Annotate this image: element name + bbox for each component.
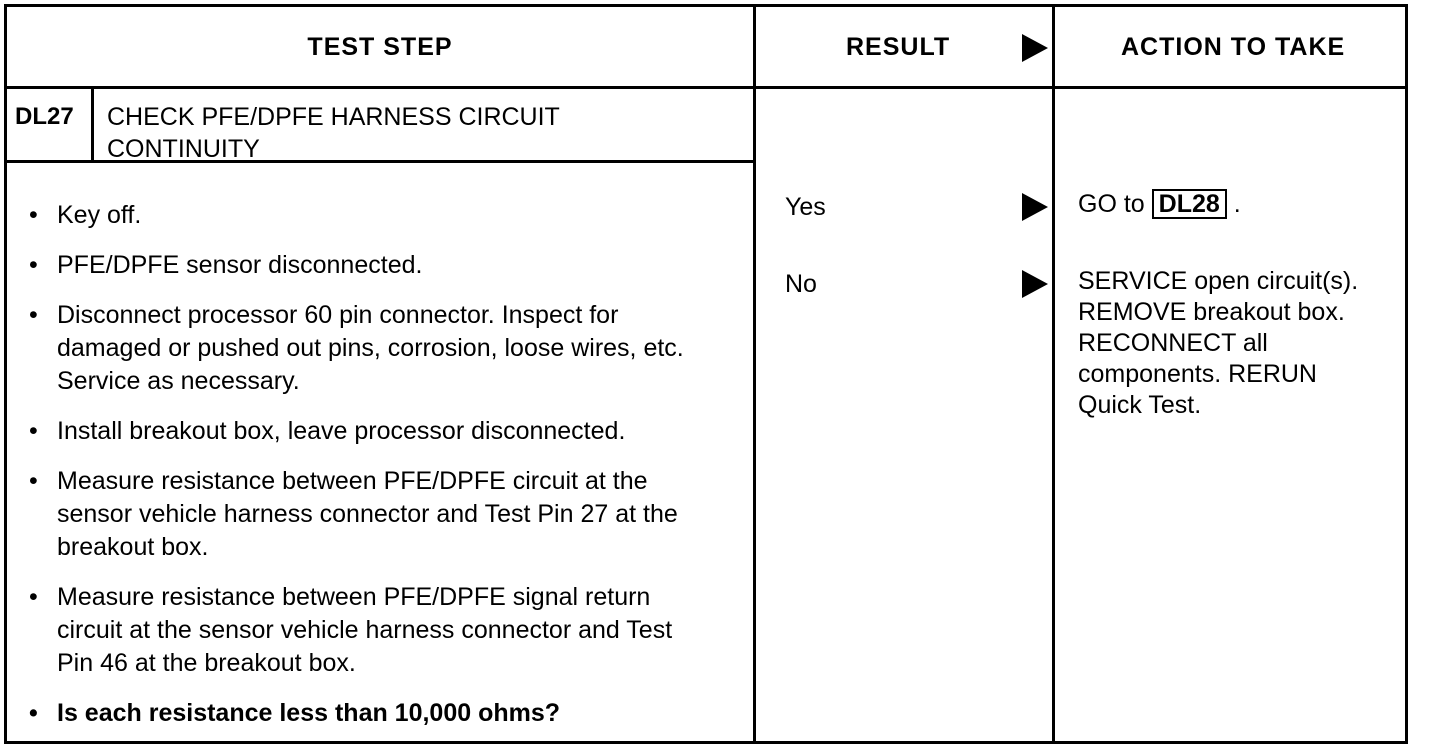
yes-arrow-icon xyxy=(1022,193,1048,221)
list-item: • Disconnect processor 60 pin connector. Inspect for damaged or pushed out pins, corrosion, loose wires, etc. Service as necessary. xyxy=(27,299,717,398)
step-id: DL27 xyxy=(15,103,74,130)
step-ref-badge: DL28 xyxy=(1152,189,1227,219)
header-action: ACTION TO TAKE xyxy=(1121,32,1346,61)
column-divider-2 xyxy=(1052,7,1055,741)
diagnostic-table xyxy=(4,4,1408,744)
step-id-divider xyxy=(91,89,94,163)
list-item: • Key off. xyxy=(27,199,747,232)
header-arrow-icon xyxy=(1022,34,1048,62)
result-yes: Yes xyxy=(785,193,826,221)
header-test-step: TEST STEP xyxy=(307,32,453,61)
step-title: CHECK PFE/DPFE HARNESS CIRCUIT CONTINUITY xyxy=(107,103,560,163)
column-divider-1 xyxy=(753,7,756,741)
test-step-list xyxy=(27,199,747,747)
list-item: • Measure resistance between PFE/DPFE signal return circuit at the sensor vehicle harness connector and Test Pin 46 at the breakout box. xyxy=(27,581,707,680)
list-item: • PFE/DPFE sensor disconnected. xyxy=(27,249,747,282)
list-item: • Install breakout box, leave processor disconnected. xyxy=(27,415,747,448)
question-item: • Is each resistance less than 10,000 ohms? xyxy=(27,697,747,730)
header-result: RESULT xyxy=(846,32,951,61)
no-arrow-icon xyxy=(1022,270,1048,298)
list-item: • Measure resistance between PFE/DPFE circuit at the sensor vehicle harness connector and Test Pin 27 at the breakout box. xyxy=(27,465,717,564)
result-no: No xyxy=(785,270,817,298)
action-yes: GO to DL28 . xyxy=(1078,190,1241,218)
action-no: SERVICE open circuit(s). REMOVE breakout box. RECONNECT all components. RERUN Quick Test. xyxy=(1078,267,1359,419)
